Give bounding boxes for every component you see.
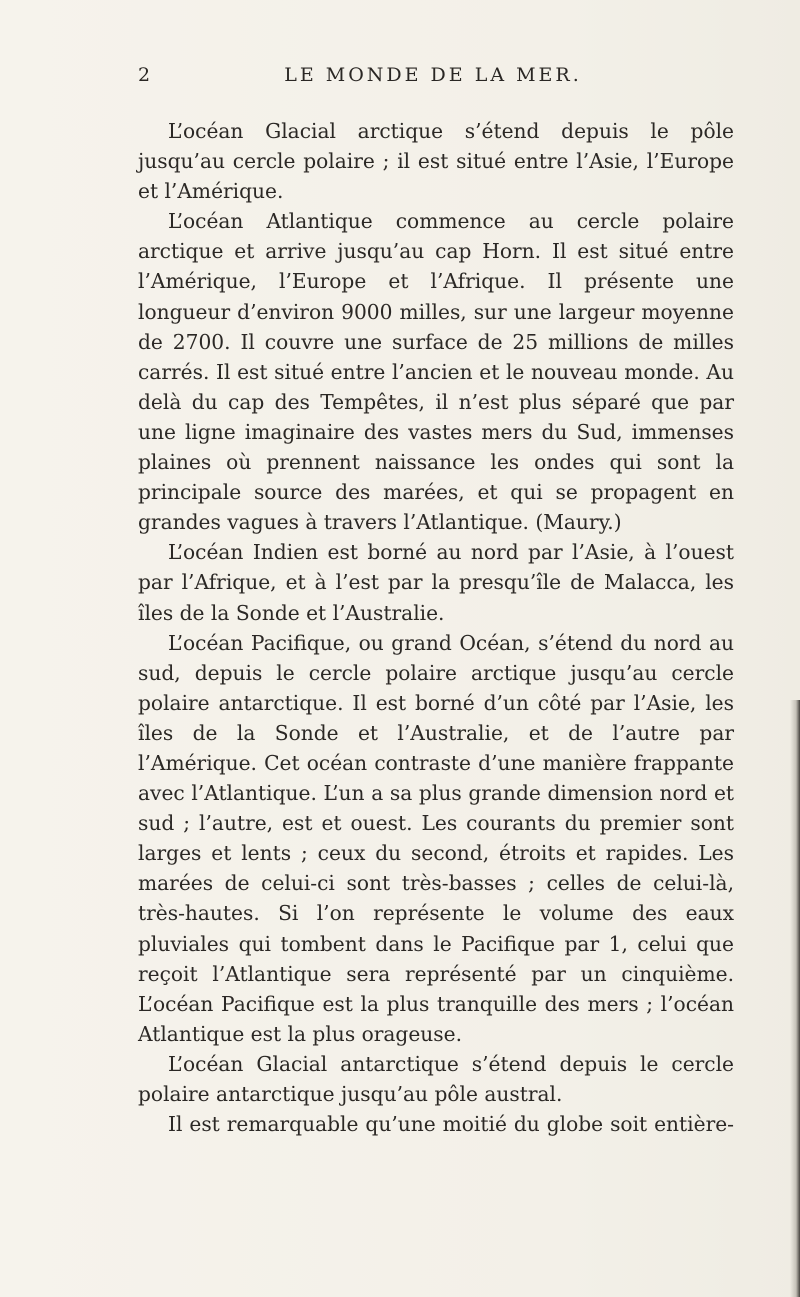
running-title: LE MONDE DE LA MER. [284, 64, 582, 86]
paragraph-pacific-ocean: L’océan Pacifique, ou grand Océan, s’étend du nord au sud, depuis le cercle polaire arctique jusqu’au cercle polaire antarctique. Il est borné d’un côté par l’Asie, les îles de la Sonde et l’Australie, et de l’autre par l’Amérique. Cet océan contraste d’une manière frappante avec l’Atlantique. L’un a sa plus grande dimension nord et sud ; l’autre, est et ouest. Les courants du premier sont larges et lents ; ceux du second, étroits et rapides. Les marées de celui-ci sont très-basses ; celles de celui-là, très-hautes. Si l’on représente le volume des eaux pluviales qui tombent dans le Pacifique par 1, celui que reçoit l’Atlantique sera représenté par un cinquième. L’océan Pacifique est la plus tranquille des mers ; l’océan Atlantique est la plus orageuse. [138, 630, 734, 1046]
paragraph-antarctic-ocean: L’océan Glacial antarctique s’étend depuis le cercle polaire antarctique jusqu’au pôle austral. [138, 1051, 734, 1106]
paragraph-indian-ocean: L’océan Indien est borné au nord par l’Asie, à l’ouest par l’Afrique, et à l’est par la presqu’île de Malacca, les îles de la Sonde et l’Australie. [138, 540, 734, 625]
page-edge-shadow [790, 700, 800, 1297]
page-number: 2 [138, 64, 151, 86]
body-text [138, 116, 734, 1139]
page-header [128, 62, 738, 94]
paragraph-atlantic-ocean: L’océan Atlantique commence au cercle polaire arctique et arrive jusqu’au cap Horn. Il est situé entre l’Amérique, l’Europe et l’Afrique. Il présente une longueur d’environ 9000 milles, sur une largeur moyenne de 2700. Il couvre une surface de 25 millions de milles carrés. Il est situé entre l’ancien et le nouveau monde. Au delà du cap des Tempêtes, il n’est plus séparé que par une ligne imaginaire des vastes mers du Sud, immenses plaines où prennent naissance les ondes qui sont la principale source des marées, et qui se propagent en grandes vagues à travers l’Atlantique. (Maury.) [138, 209, 734, 535]
paragraph-continuation: Il est remarquable qu’une moitié du globe soit entière- [168, 1112, 734, 1137]
paragraph-arctic-ocean: L’océan Glacial arctique s’étend depuis le pôle jusqu’au cercle polaire ; il est situé entre l’Asie, l’Europe et l’Amérique. [138, 119, 734, 204]
